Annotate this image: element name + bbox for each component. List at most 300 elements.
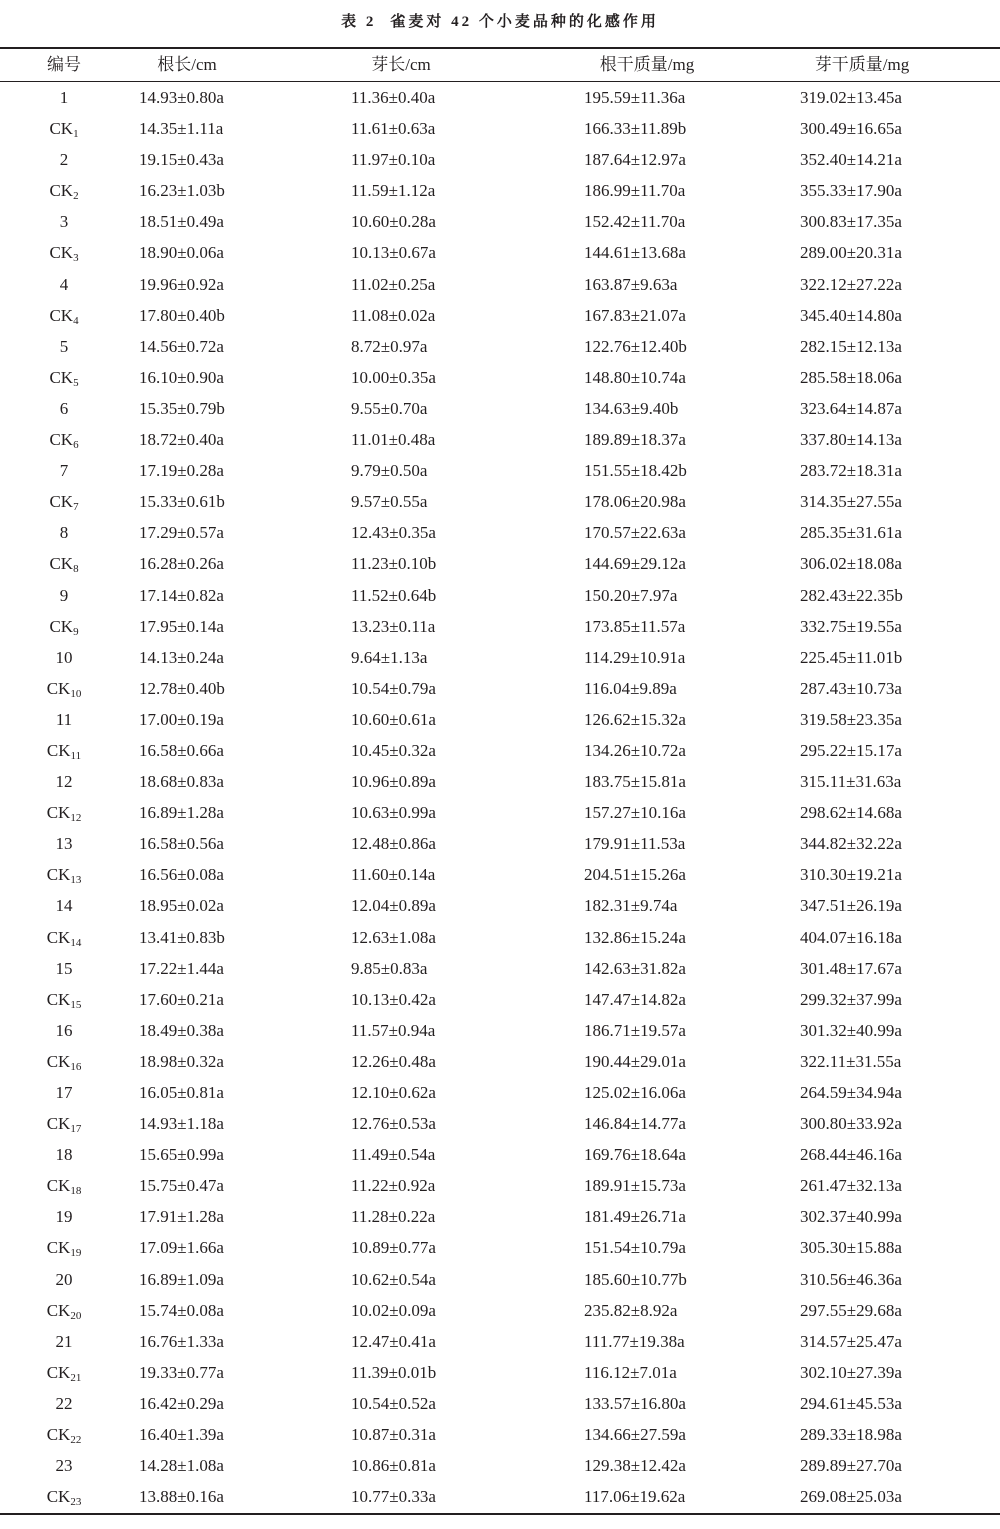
root-dry-mass-cell: 190.44±29.01a: [584, 1051, 686, 1071]
row-number-subscript: 11: [70, 749, 82, 762]
table-row: [0, 1450, 1000, 1481]
row-number-cell: [14, 1232, 114, 1263]
root-length-cell: 14.13±0.24a: [139, 647, 224, 667]
shoot-length-cell: 10.13±0.67a: [351, 243, 436, 263]
row-number-label: CK: [46, 1487, 71, 1507]
row-number-cell: [14, 922, 114, 953]
shoot-dry-mass-cell: 319.58±23.35a: [800, 709, 902, 729]
root-length-cell: 17.00±0.19a: [139, 709, 224, 729]
shoot-dry-mass-cell: 269.08±25.03a: [800, 1487, 902, 1507]
table-row: [0, 300, 1000, 331]
row-number-cell: [14, 984, 114, 1015]
shoot-length-cell: 11.59±1.12a: [351, 181, 436, 201]
root-dry-mass-cell: 189.89±18.37a: [584, 430, 686, 450]
row-number-label: 1: [59, 88, 69, 107]
shoot-dry-mass-cell: 300.49±16.65a: [800, 119, 902, 139]
root-dry-mass-cell: 114.29±10.91a: [584, 647, 686, 667]
shoot-length-cell: 9.79±0.50a: [351, 461, 428, 481]
table-row: [0, 1201, 1000, 1232]
row-number-label: CK: [49, 181, 74, 201]
shoot-dry-mass-cell: 314.57±25.47a: [800, 1331, 902, 1351]
row-number-label: 16: [55, 1020, 73, 1040]
root-length-cell: 16.89±1.28a: [139, 803, 224, 823]
table-row: [0, 953, 1000, 984]
row-number-cell: [14, 517, 114, 548]
table-title-caption: 雀麦对 42 个小麦品种的化感作用: [390, 14, 659, 30]
table-row: [0, 144, 1000, 175]
root-dry-mass-cell: 125.02±16.06a: [584, 1083, 686, 1102]
root-length-cell: 18.90±0.06a: [139, 243, 224, 263]
shoot-length-cell: 8.72±0.97a: [351, 336, 428, 356]
shoot-dry-mass-cell: 310.30±19.21a: [800, 865, 902, 885]
shoot-dry-mass-cell: 319.02±13.45a: [800, 88, 902, 107]
shoot-length-cell: 12.76±0.53a: [351, 1114, 436, 1134]
root-dry-mass-cell: 132.86±15.24a: [584, 927, 686, 947]
row-number-label: 4: [59, 274, 69, 294]
row-number-label: CK: [46, 865, 71, 885]
row-number-subscript: 13: [70, 874, 82, 887]
root-length-cell: 17.19±0.28a: [139, 461, 224, 481]
shoot-dry-mass-cell: 268.44±46.16a: [800, 1145, 902, 1165]
shoot-length-cell: 11.61±0.63a: [351, 119, 436, 139]
shoot-length-cell: 13.23±0.11a: [351, 616, 436, 636]
shoot-length-cell: 11.02±0.25a: [351, 274, 436, 294]
table-row: [0, 735, 1000, 766]
root-length-cell: 16.28±0.26a: [139, 554, 224, 574]
root-length-cell: 13.88±0.16a: [139, 1487, 224, 1507]
table-row: [0, 642, 1000, 673]
table-row: [0, 611, 1000, 642]
root-length-cell: 16.58±0.56a: [139, 834, 224, 854]
row-number-label: CK: [46, 927, 71, 947]
shoot-dry-mass-cell: 306.02±18.08a: [800, 554, 902, 574]
shoot-length-cell: 10.86±0.81a: [351, 1456, 436, 1476]
row-number-cell: [14, 704, 114, 735]
row-number-subscript: 18: [70, 1185, 82, 1198]
shoot-length-cell: 10.62±0.54a: [351, 1269, 436, 1289]
row-number-cell: [14, 859, 114, 890]
row-number-cell: [14, 1201, 114, 1232]
root-dry-mass-cell: 189.91±15.73a: [584, 1176, 686, 1196]
row-number-label: 21: [55, 1331, 73, 1351]
row-number-label: 18: [55, 1145, 73, 1165]
shoot-length-cell: 12.43±0.35a: [351, 523, 436, 543]
root-dry-mass-cell: 185.60±10.77b: [584, 1269, 687, 1289]
root-length-cell: 14.56±0.72a: [139, 336, 224, 356]
row-number-subscript: 10: [70, 687, 82, 700]
row-number-cell: [14, 1419, 114, 1450]
shoot-dry-mass-cell: 355.33±17.90a: [800, 181, 902, 201]
root-dry-mass-cell: 179.91±11.53a: [584, 834, 686, 854]
table-row: [0, 673, 1000, 704]
table-row: [0, 206, 1000, 237]
root-dry-mass-cell: 163.87±9.63a: [584, 274, 678, 294]
root-dry-mass-cell: 144.61±13.68a: [584, 243, 686, 263]
shoot-dry-mass-cell: 337.80±14.13a: [800, 430, 902, 450]
root-length-cell: 18.68±0.83a: [139, 772, 224, 792]
root-dry-mass-cell: 147.47±14.82a: [584, 989, 686, 1009]
row-number-cell: [14, 269, 114, 300]
shoot-dry-mass-cell: 261.47±32.13a: [800, 1176, 902, 1196]
row-number-label: CK: [46, 1114, 71, 1134]
table-row: [0, 1139, 1000, 1170]
row-number-cell: [14, 237, 114, 268]
row-number-cell: [14, 1357, 114, 1388]
table-row: [0, 1481, 1000, 1512]
shoot-dry-mass-cell: 404.07±16.18a: [800, 927, 902, 947]
shoot-dry-mass-cell: 264.59±34.94a: [800, 1083, 902, 1102]
table-row: [0, 766, 1000, 797]
row-number-label: 11: [55, 709, 73, 729]
shoot-dry-mass-cell: 332.75±19.55a: [800, 616, 902, 636]
row-number-cell: [14, 1264, 114, 1295]
shoot-dry-mass-cell: 300.80±33.92a: [800, 1114, 902, 1134]
row-number-label: CK: [46, 1300, 71, 1320]
table-row: [0, 1326, 1000, 1357]
row-number-label: 13: [55, 834, 73, 854]
root-length-cell: 18.72±0.40a: [139, 430, 224, 450]
row-number-label: CK: [46, 740, 71, 760]
row-number-label: 6: [59, 398, 69, 418]
root-length-cell: 16.42±0.29a: [139, 1393, 224, 1413]
root-length-cell: 14.28±1.08a: [139, 1456, 224, 1476]
table-row: [0, 548, 1000, 579]
shoot-dry-mass-cell: 285.35±31.61a: [800, 523, 902, 543]
row-number-subscript: 5: [73, 376, 79, 389]
row-number-label: 10: [55, 647, 73, 667]
shoot-length-cell: 12.47±0.41a: [351, 1331, 436, 1351]
root-dry-mass-cell: 122.76±12.40b: [584, 336, 687, 356]
table-bottom-rule: [0, 1513, 1000, 1515]
row-number-cell: [14, 890, 114, 921]
row-number-cell: [14, 1139, 114, 1170]
shoot-length-cell: 12.63±1.08a: [351, 927, 436, 947]
table-row: [0, 797, 1000, 828]
root-dry-mass-cell: 157.27±10.16a: [584, 803, 686, 823]
header-shoot-length: 芽长/cm: [371, 55, 431, 74]
table-row: [0, 859, 1000, 890]
root-length-cell: 17.60±0.21a: [139, 989, 224, 1009]
row-number-subscript: 22: [70, 1434, 82, 1447]
row-number-subscript: 19: [70, 1247, 82, 1260]
shoot-dry-mass-cell: 282.43±22.35b: [800, 585, 903, 605]
table-row: [0, 1108, 1000, 1139]
row-number-cell: [14, 393, 114, 424]
table-row: [0, 922, 1000, 953]
root-dry-mass-cell: 187.64±12.97a: [584, 150, 686, 170]
row-number-label: CK: [49, 616, 74, 636]
root-length-cell: 16.76±1.33a: [139, 1331, 224, 1351]
table-row: [0, 828, 1000, 859]
shoot-length-cell: 10.87±0.31a: [351, 1425, 436, 1445]
root-dry-mass-cell: 133.57±16.80a: [584, 1393, 686, 1413]
row-number-label: CK: [49, 305, 74, 325]
root-length-cell: 18.49±0.38a: [139, 1020, 224, 1040]
row-number-label: 19: [55, 1207, 73, 1227]
row-number-subscript: 9: [73, 625, 79, 638]
table-row: [0, 269, 1000, 300]
root-dry-mass-cell: 183.75±15.81a: [584, 772, 686, 792]
row-number-cell: [14, 1170, 114, 1201]
root-length-cell: 19.15±0.43a: [139, 150, 224, 170]
root-length-cell: 17.95±0.14a: [139, 616, 224, 636]
root-length-cell: 17.14±0.82a: [139, 585, 224, 605]
shoot-length-cell: 12.10±0.62a: [351, 1083, 436, 1102]
root-dry-mass-cell: 151.55±18.42b: [584, 461, 687, 481]
shoot-dry-mass-cell: 294.61±45.53a: [800, 1393, 902, 1413]
row-number-label: CK: [49, 554, 74, 574]
shoot-dry-mass-cell: 302.10±27.39a: [800, 1362, 902, 1382]
table-row: [0, 486, 1000, 517]
row-number-cell: [14, 1450, 114, 1481]
row-number-label: 12: [55, 772, 73, 792]
shoot-length-cell: 10.96±0.89a: [351, 772, 436, 792]
root-dry-mass-cell: 195.59±11.36a: [584, 88, 686, 107]
header-root-dry-mass: 根干质量/mg: [599, 55, 695, 74]
shoot-length-cell: 10.63±0.99a: [351, 803, 436, 823]
row-number-label: CK: [49, 492, 74, 512]
root-length-cell: 16.58±0.66a: [139, 740, 224, 760]
shoot-dry-mass-cell: 297.55±29.68a: [800, 1300, 902, 1320]
root-dry-mass-cell: 151.54±10.79a: [584, 1238, 686, 1258]
row-number-cell: [14, 673, 114, 704]
row-number-label: 2: [59, 150, 69, 170]
row-number-cell: [14, 1077, 114, 1108]
row-number-subscript: 14: [70, 936, 82, 949]
root-dry-mass-cell: 186.71±19.57a: [584, 1020, 686, 1040]
root-dry-mass-cell: 235.82±8.92a: [584, 1300, 678, 1320]
row-number-cell: [14, 82, 114, 113]
row-number-subscript: 12: [70, 812, 82, 825]
shoot-length-cell: 11.60±0.14a: [351, 865, 436, 885]
root-length-cell: 18.95±0.02a: [139, 896, 224, 916]
row-number-cell: [14, 455, 114, 486]
header-root-length: 根长/cm: [157, 55, 217, 74]
shoot-dry-mass-cell: 225.45±11.01b: [800, 647, 903, 667]
row-number-cell: [14, 175, 114, 206]
row-number-cell: [14, 548, 114, 579]
shoot-dry-mass-cell: 289.89±27.70a: [800, 1456, 902, 1476]
shoot-dry-mass-cell: 347.51±26.19a: [800, 896, 902, 916]
root-length-cell: 12.78±0.40b: [139, 678, 225, 698]
root-length-cell: 15.75±0.47a: [139, 1176, 224, 1196]
row-number-label: 23: [55, 1456, 73, 1476]
row-number-subscript: 16: [70, 1060, 82, 1073]
header-number: 编号: [47, 55, 81, 74]
table-row: [0, 704, 1000, 735]
row-number-subscript: 6: [73, 439, 79, 452]
table-row: [0, 1170, 1000, 1201]
table-row: [0, 393, 1000, 424]
table-row: [0, 237, 1000, 268]
row-number-label: 7: [59, 461, 69, 481]
root-length-cell: 15.35±0.79b: [139, 398, 225, 418]
row-number-label: 20: [55, 1269, 73, 1289]
row-number-cell: [14, 1295, 114, 1326]
shoot-length-cell: 11.39±0.01b: [351, 1362, 437, 1382]
table-row: [0, 175, 1000, 206]
root-dry-mass-cell: 117.06±19.62a: [584, 1487, 686, 1507]
table-row: [0, 1232, 1000, 1263]
shoot-length-cell: 11.23±0.10b: [351, 554, 437, 574]
table-body: [0, 82, 1000, 1512]
table-row: [0, 1264, 1000, 1295]
shoot-dry-mass-cell: 322.11±31.55a: [800, 1051, 902, 1071]
shoot-length-cell: 11.52±0.64b: [351, 585, 437, 605]
root-dry-mass-cell: 134.66±27.59a: [584, 1425, 686, 1445]
table-row: [0, 424, 1000, 455]
row-number-cell: [14, 300, 114, 331]
root-dry-mass-cell: 146.84±14.77a: [584, 1114, 686, 1134]
shoot-dry-mass-cell: 301.48±17.67a: [800, 958, 902, 978]
row-number-label: 3: [59, 212, 69, 232]
row-number-label: CK: [49, 243, 74, 263]
row-number-label: 9: [59, 585, 69, 605]
table-row: [0, 580, 1000, 611]
row-number-subscript: 7: [73, 501, 79, 514]
row-number-subscript: 20: [70, 1309, 82, 1322]
shoot-dry-mass-cell: 301.32±40.99a: [800, 1020, 902, 1040]
root-length-cell: 14.35±1.11a: [139, 119, 224, 139]
root-dry-mass-cell: 150.20±7.97a: [584, 585, 678, 605]
row-number-cell: [14, 580, 114, 611]
row-number-cell: [14, 797, 114, 828]
root-length-cell: 17.22±1.44a: [139, 958, 224, 978]
shoot-dry-mass-cell: 287.43±10.73a: [800, 678, 902, 698]
row-number-cell: [14, 362, 114, 393]
root-length-cell: 16.10±0.90a: [139, 367, 224, 387]
row-number-cell: [14, 766, 114, 797]
table-row: [0, 517, 1000, 548]
row-number-label: 14: [55, 896, 73, 916]
table-row: [0, 113, 1000, 144]
shoot-dry-mass-cell: 299.32±37.99a: [800, 989, 902, 1009]
row-number-cell: [14, 424, 114, 455]
row-number-label: 15: [55, 958, 73, 978]
row-number-label: 8: [59, 523, 69, 543]
root-dry-mass-cell: 148.80±10.74a: [584, 367, 686, 387]
shoot-length-cell: 10.54±0.79a: [351, 678, 436, 698]
row-number-cell: [14, 206, 114, 237]
row-number-subscript: 2: [73, 190, 79, 203]
shoot-dry-mass-cell: 315.11±31.63a: [800, 772, 902, 792]
row-number-label: CK: [46, 1362, 71, 1382]
root-dry-mass-cell: 129.38±12.42a: [584, 1456, 686, 1476]
table-row: [0, 1357, 1000, 1388]
shoot-length-cell: 11.49±0.54a: [351, 1145, 436, 1165]
root-dry-mass-cell: 169.76±18.64a: [584, 1145, 686, 1165]
shoot-length-cell: 10.00±0.35a: [351, 367, 436, 387]
root-length-cell: 14.93±1.18a: [139, 1114, 224, 1134]
shoot-length-cell: 9.64±1.13a: [351, 647, 428, 667]
shoot-dry-mass-cell: 300.83±17.35a: [800, 212, 902, 232]
root-dry-mass-cell: 144.69±29.12a: [584, 554, 686, 574]
root-dry-mass-cell: 178.06±20.98a: [584, 492, 686, 512]
row-number-label: CK: [49, 430, 74, 450]
table-row: [0, 455, 1000, 486]
shoot-dry-mass-cell: 322.12±27.22a: [800, 274, 902, 294]
shoot-dry-mass-cell: 298.62±14.68a: [800, 803, 902, 823]
root-dry-mass-cell: 116.12±7.01a: [584, 1362, 677, 1382]
row-number-cell: [14, 1481, 114, 1512]
shoot-length-cell: 10.13±0.42a: [351, 989, 436, 1009]
root-length-cell: 15.33±0.61b: [139, 492, 225, 512]
shoot-length-cell: 9.85±0.83a: [351, 958, 428, 978]
root-dry-mass-cell: 111.77±19.38a: [584, 1331, 685, 1351]
shoot-length-cell: 9.57±0.55a: [351, 492, 428, 512]
row-number-label: CK: [46, 1051, 71, 1071]
row-number-cell: [14, 1326, 114, 1357]
shoot-dry-mass-cell: 305.30±15.88a: [800, 1238, 902, 1258]
row-number-label: 17: [55, 1083, 73, 1102]
root-length-cell: 17.91±1.28a: [139, 1207, 224, 1227]
shoot-dry-mass-cell: 314.35±27.55a: [800, 492, 902, 512]
row-number-cell: [14, 1108, 114, 1139]
shoot-length-cell: 11.08±0.02a: [351, 305, 436, 325]
row-number-label: CK: [46, 989, 71, 1009]
row-number-label: CK: [46, 678, 71, 698]
shoot-length-cell: 11.01±0.48a: [351, 430, 436, 450]
shoot-length-cell: 10.54±0.52a: [351, 1393, 436, 1413]
shoot-dry-mass-cell: 282.15±12.13a: [800, 336, 902, 356]
row-number-label: CK: [46, 1176, 71, 1196]
shoot-length-cell: 11.22±0.92a: [351, 1176, 436, 1196]
root-length-cell: 16.56±0.08a: [139, 865, 224, 885]
root-dry-mass-cell: 170.57±22.63a: [584, 523, 686, 543]
row-number-cell: [14, 735, 114, 766]
table-header-row: [0, 48, 1000, 81]
row-number-subscript: 1: [73, 128, 79, 141]
root-dry-mass-cell: 173.85±11.57a: [584, 616, 686, 636]
row-number-cell: [14, 486, 114, 517]
root-dry-mass-cell: 134.26±10.72a: [584, 740, 686, 760]
shoot-dry-mass-cell: 289.00±20.31a: [800, 243, 902, 263]
root-length-cell: 17.80±0.40b: [139, 305, 225, 325]
root-dry-mass-cell: 167.83±21.07a: [584, 305, 686, 325]
row-number-label: CK: [46, 1425, 71, 1445]
row-number-cell: [14, 828, 114, 859]
root-dry-mass-cell: 181.49±26.71a: [584, 1207, 686, 1227]
shoot-length-cell: 10.02±0.09a: [351, 1300, 436, 1320]
table-row: [0, 984, 1000, 1015]
shoot-length-cell: 11.36±0.40a: [351, 88, 436, 107]
table-row: [0, 1015, 1000, 1046]
row-number-subscript: 21: [70, 1371, 82, 1384]
row-number-cell: [14, 642, 114, 673]
table-row: [0, 1419, 1000, 1450]
root-dry-mass-cell: 182.31±9.74a: [584, 896, 678, 916]
shoot-length-cell: 11.97±0.10a: [351, 150, 436, 170]
root-length-cell: 15.74±0.08a: [139, 1300, 224, 1320]
root-length-cell: 16.89±1.09a: [139, 1269, 224, 1289]
root-length-cell: 13.41±0.83b: [139, 927, 225, 947]
table-row: [0, 1046, 1000, 1077]
shoot-dry-mass-cell: 310.56±46.36a: [800, 1269, 902, 1289]
shoot-length-cell: 10.60±0.61a: [351, 709, 436, 729]
table-row: [0, 362, 1000, 393]
shoot-dry-mass-cell: 344.82±32.22a: [800, 834, 902, 854]
shoot-dry-mass-cell: 289.33±18.98a: [800, 1425, 902, 1445]
root-length-cell: 18.98±0.32a: [139, 1051, 224, 1071]
table-row: [0, 82, 1000, 113]
row-number-label: CK: [46, 1238, 71, 1258]
shoot-dry-mass-cell: 283.72±18.31a: [800, 461, 902, 481]
row-number-subscript: 4: [73, 314, 79, 327]
shoot-dry-mass-cell: 323.64±14.87a: [800, 398, 902, 418]
shoot-dry-mass-cell: 302.37±40.99a: [800, 1207, 902, 1227]
row-number-cell: [14, 1046, 114, 1077]
row-number-subscript: 3: [73, 252, 79, 265]
